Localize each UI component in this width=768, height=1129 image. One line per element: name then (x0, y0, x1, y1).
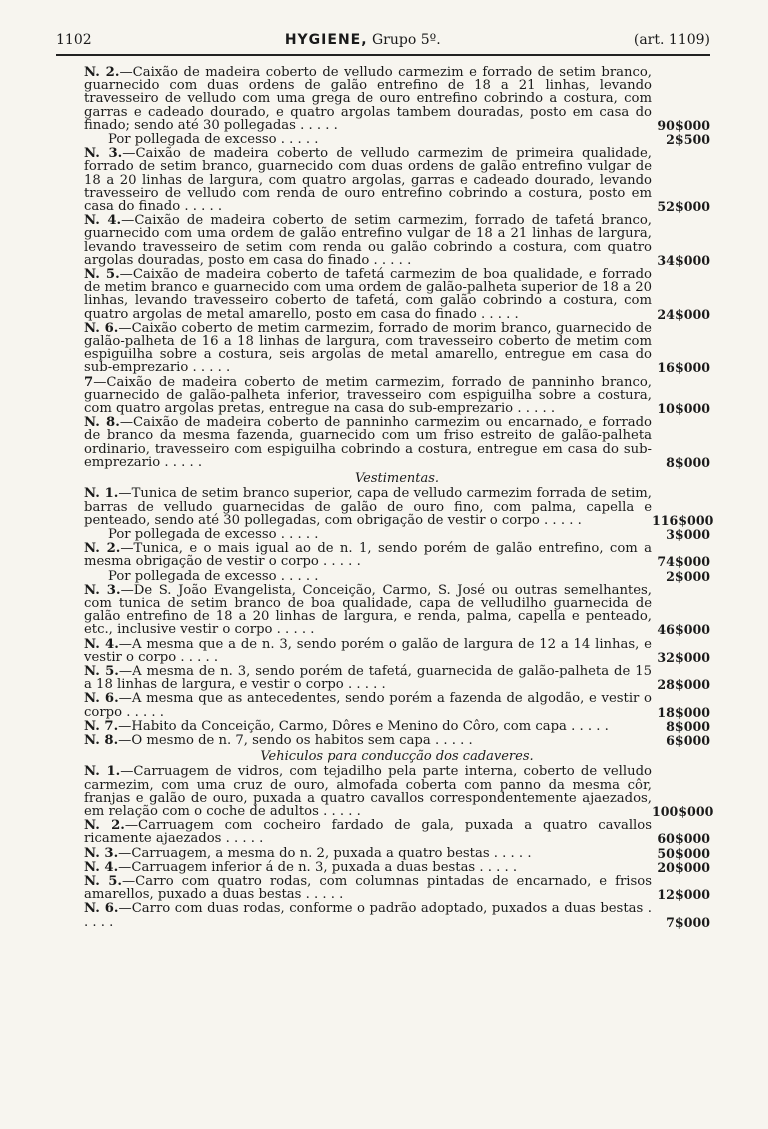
price-entry (84, 584, 710, 637)
price-entry (84, 665, 710, 691)
entry-description: —Carruagem inferior á de n. 3, puxada a duas bestas (118, 859, 476, 875)
price-entry (84, 486, 714, 528)
entry-description: —Tunica, e o mais igual ao de n. 1, sendo porém de galão entrefino, com a mesma obrigação de vestir o corpo (84, 541, 652, 570)
entry-price: 28$000 (657, 677, 710, 693)
entry-price: 46$000 (657, 622, 710, 638)
price-entry (84, 720, 710, 733)
entry-description: —A mesma que as antecedentes, sendo porém a fazenda de algodão, e vestir o corpo (84, 691, 652, 720)
page-number: 1102 (56, 32, 92, 48)
entry-text (84, 542, 652, 568)
entry-price: 2$000 (666, 568, 710, 584)
leader-dots: . . . . . (295, 117, 338, 133)
entry-price: 8$000 (666, 718, 710, 734)
leader-dots: . . . . . (301, 887, 344, 903)
entry-number: N. 5. (84, 873, 122, 889)
entry-number: N. 7. (84, 718, 119, 734)
entry-text (84, 875, 652, 901)
entry-number: N. 4. (84, 213, 122, 229)
entry-number: N. 5. (84, 663, 119, 679)
title-text: HYGIENE, (284, 32, 368, 48)
entry-number: N. 1. (84, 486, 119, 502)
leader-dots: . . . . . (176, 649, 219, 665)
price-entry (84, 819, 710, 845)
leader-dots: . . . . . (430, 732, 473, 748)
price-entry (84, 875, 710, 901)
section-heading-vestimentas: Vestimentas. (354, 471, 440, 487)
leader-dots: . . . . . (476, 306, 519, 322)
leader-dots: . . . . . (318, 803, 361, 819)
caixoes-list (84, 66, 710, 469)
entry-text (84, 416, 652, 469)
entry-description: —Caixão coberto de metim carmezim, forrado de morim branco, guarnecido de galão-palheta de 16 a 18 linhas de largura, com travesseiro coberto de metim com espiguilha sobre a costura, seis argolas de metal amarello, entregue em casa do sub-emprezario (84, 320, 652, 376)
leader-dots: . . . . . (276, 568, 319, 584)
leader-dots: . . . . . (513, 401, 556, 417)
entry-description: —Caixão de madeira coberto de metim carmezim, forrado de panninho branco, guarnecido de galão-palheta inferior, travesseiro com espiguilha sobre a costura, com quatro argolas pretas, entregue na casa do sub-emprezario (84, 374, 652, 417)
entry-text (84, 692, 652, 718)
entry-text (84, 861, 652, 874)
entry-price: 52$000 (657, 199, 710, 215)
leader-dots: . . . . . (122, 704, 164, 720)
entry-text (84, 902, 652, 928)
page-header (56, 34, 710, 56)
entry-number: 7 (84, 374, 94, 390)
entry-number: N. 8. (84, 732, 119, 748)
entry-price: 32$000 (657, 649, 710, 665)
entry-number: N. 2. (84, 65, 120, 80)
entry-text (84, 734, 652, 747)
document-page (56, 32, 714, 930)
entry-description: —Caixão de madeira coberto de velludo carmezim de primeira qualidade, forrado de setim branco, guarnecido com duas ordens de galão entrefino vulgar de 18 a 20 linhas de largura, com quatro argolas, garras e cadeado dourado, levando travesseiro de velludo com renda de ouro entrefino cobrindo a costura, posto em casa do finado (84, 146, 652, 215)
entry-number: N. 6. (84, 901, 119, 917)
entry-price: 8$000 (666, 454, 710, 470)
entry-description: —Caixão de madeira coberto de velludo carmezim e forrado de setim branco, guarnecido com duas ordens de galão entrefino de 18 a 21 linhas, levando travesseiro de velludo com uma grega de ouro entrefino cobrindo a costura, com garras e cadeado dourado, e quatro argolas tambem douradas, posto em casa do finado; sendo até 30 pollegadas (84, 65, 652, 133)
running-title (285, 34, 441, 47)
entry-price: 18$000 (657, 704, 710, 720)
entry-price: 7$000 (666, 914, 710, 930)
entry-text (84, 268, 652, 321)
leader-dots: . . . . . (566, 718, 609, 734)
entry-text (84, 487, 652, 527)
entry-description: —O mesmo de n. 7, sendo os habitos sem capa (118, 732, 431, 748)
entry-description: —A mesma de n. 3, sendo porém de tafetá, guarnecida de galão-palheta de 15 a 18 linhas de largura, e vestir o corpo (84, 663, 652, 693)
entry-text (84, 376, 652, 416)
price-entry (84, 542, 710, 568)
entry-description: —Carro com quatro rodas, com columnas pintadas de encarnado, e frisos amarellos, puxado a duas bestas (84, 873, 652, 903)
price-entry (84, 528, 710, 541)
entry-number: N. 8. (84, 415, 120, 431)
entry-text (84, 584, 652, 637)
entry-description: Por pollegada de excesso (108, 526, 277, 542)
subtitle-text: Grupo 5º. (372, 32, 441, 48)
entry-text (108, 570, 652, 583)
entry-price: 12$000 (657, 887, 710, 903)
leader-dots: . . . . . (276, 526, 319, 542)
leader-dots: . . . . . (489, 845, 532, 861)
entry-number: N. 3. (84, 146, 123, 162)
leader-dots: . . . . . (475, 859, 518, 875)
leader-dots: . . . . . (369, 252, 412, 268)
leader-dots: . . . . . (539, 512, 582, 528)
price-entry (84, 902, 710, 928)
price-entry (84, 570, 710, 583)
entry-description: Por pollegada de excesso (108, 132, 277, 148)
leader-dots: . . . . . (188, 360, 231, 376)
entry-number: N. 5. (84, 267, 120, 283)
entry-text (84, 322, 652, 375)
entry-text (84, 765, 652, 818)
entry-price: 24$000 (657, 306, 710, 322)
leader-dots: . . . . . (160, 454, 203, 470)
entry-price: 116$000 (652, 512, 714, 528)
entry-price: 20$000 (657, 859, 710, 875)
entry-number: N. 4. (84, 859, 119, 875)
entry-price: 6$000 (666, 732, 710, 748)
entry-price: 34$000 (657, 252, 710, 268)
entry-description: —Caixão de madeira coberto de panninho carmezim ou encarnado, e forrado de branco da mesma fazenda, guarnecido com um friso estreito de galão-palheta ordinario, travesseiro com espiguilha cobrindo a costura, entregue em casa do sub-emprezario (84, 415, 652, 470)
entry-price: 2$500 (666, 132, 710, 148)
entry-description: —Carruagem com cocheiro fardado de gala, puxada a quatro cavallos ricamente ajaezados (84, 818, 652, 847)
vestimentas-list (84, 486, 714, 748)
price-entry (84, 861, 710, 874)
leader-dots: . . . . . (221, 831, 264, 847)
leader-dots: . . . . . (272, 622, 315, 638)
entry-description: Por pollegada de excesso (108, 568, 277, 584)
entry-text (84, 147, 652, 213)
entry-number: N. 2. (84, 818, 125, 834)
entry-text (108, 133, 652, 146)
leader-dots: . . . . . (318, 554, 361, 570)
vehiculos-list (84, 764, 714, 930)
price-entry (84, 376, 710, 416)
entry-number: N. 6. (84, 320, 119, 336)
leader-dots: . . . . . (276, 132, 319, 148)
price-entry (84, 638, 710, 664)
leader-dots: . . . . . (180, 199, 223, 215)
leader-dots: . . . . . (84, 901, 652, 930)
entry-text (84, 847, 652, 860)
entry-text (108, 528, 652, 541)
entry-description: —Carruagem, a mesma do n. 2, puxada a quatro bestas (118, 845, 490, 861)
price-entry (84, 847, 710, 860)
entry-number: N. 6. (84, 691, 119, 707)
entry-price: 74$000 (657, 554, 710, 570)
price-entry (84, 214, 710, 267)
price-entry (84, 322, 710, 375)
price-entry (84, 147, 710, 213)
section-heading-vehiculos: Vehiculos para conducção dos cadaveres. (260, 749, 534, 765)
entry-number: N. 4. (84, 636, 119, 652)
entry-description: —Carro com duas rodas, conforme o padrão adoptado, puxados a duas bestas (118, 901, 644, 917)
entry-price: 100$000 (652, 803, 714, 819)
price-entry (84, 416, 710, 469)
price-entry (84, 66, 710, 132)
entry-description: —Caixão de madeira coberto de tafetá carmezim de boa qualidade, e forrado de metim branco e guarnecido com uma ordem de galão-palheta superior de 18 a 20 linhas, levando travesseiro coberto de tafetá, com galão cobrindo a costura, com quatro argolas de metal amarello, posto em casa do finado (84, 267, 652, 322)
entry-price: 90$000 (657, 117, 710, 133)
entry-text (84, 66, 652, 132)
price-entry (84, 133, 710, 146)
entry-number: N. 3. (84, 582, 121, 598)
price-entry (84, 764, 714, 819)
entry-number: N. 3. (84, 845, 119, 861)
entry-text (84, 819, 652, 845)
entry-text (84, 665, 652, 691)
entry-price: 16$000 (657, 360, 710, 376)
entry-text (84, 214, 652, 267)
price-entry (84, 734, 710, 747)
entry-description: —Tunica de setim branco superior, capa de velludo carmezim forrada de setim, barras de velludo guarnecidas de galão de ouro fino, com palma, capella e penteado, sendo até 30 pollegadas, com obrigação de vestir o corpo (84, 486, 652, 528)
entry-number: N. 2. (84, 541, 121, 557)
entry-description: —Carruagem de vidros, com tejadilho pela parte interna, coberto de velludo carmezim, com uma cruz de ouro, almofada coberta com panno da mesma côr, franjas e galão de ouro, puxada a quatro cavallos correspondentemente ajaezados, em relação com o coche de adultos (84, 764, 652, 819)
entry-description: —Habito da Conceição, Carmo, Dôres e Menino do Côro, com capa (118, 718, 567, 734)
entry-price: 10$000 (657, 401, 710, 417)
leader-dots: . . . . . (343, 677, 386, 693)
price-entry (84, 692, 710, 718)
entry-text (84, 638, 652, 664)
entry-price: 3$000 (666, 526, 710, 542)
entry-description: —De S. João Evangelista, Conceição, Carmo, S. José ou outras semelhantes, com tunica de setim branco de boa qualidade, capa de velludilho guarnecida de galão entrefino de 18 a 20 linhas de largura, e renda, palma, capella e penteado, etc., inclusive vestir o corpo (84, 582, 652, 638)
entry-description: —A mesma que a de n. 3, sendo porém o galão de largura de 12 a 14 linhas, e vestir o corpo (84, 636, 652, 665)
article-ref: (art. 1109) (633, 32, 710, 48)
entry-description: —Caixão de madeira coberto de setim carmezim, forrado de tafetá branco, guarnecido com uma ordem de galão entrefino vulgar de 18 a 21 linhas de largura, levando travesseiro de setim com renda ou galão cobrindo a costura, com quatro argolas douradas, posto em casa do finado (84, 213, 652, 268)
entry-price: 50$000 (657, 845, 710, 861)
entry-text (84, 720, 652, 733)
price-entry (84, 268, 710, 321)
entry-number: N. 1. (84, 764, 121, 780)
entry-price: 60$000 (657, 831, 710, 847)
